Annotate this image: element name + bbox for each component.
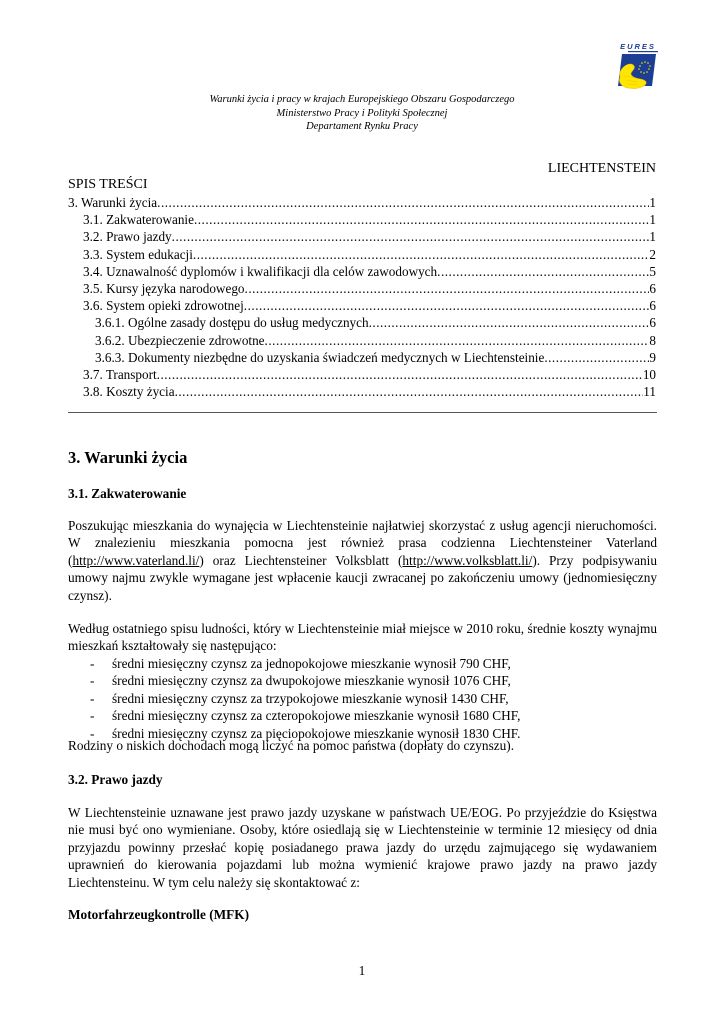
toc-entry[interactable] [68, 194, 656, 211]
toc-entry-page: 9 [649, 349, 656, 365]
paragraph-housing-aid: Rodziny o niskich dochodach mogą liczyć na pomoc państwa (dopłaty do czynszu). [68, 738, 515, 753]
toc-entry-page: 11 [643, 384, 656, 400]
toc-entry[interactable] [68, 263, 656, 280]
toc-leader [369, 314, 650, 331]
toc-entry-page: 8 [649, 332, 656, 348]
subsection-heading-prawo-jazdy: 3.2. Prawo jazdy [68, 772, 163, 787]
page-number: 1 [358, 963, 366, 978]
header-line-2: Ministerstwo Pracy i Polityki Społecznej [276, 107, 448, 119]
list-item-text: średni miesięczny czynsz za dwupokojowe mieszkanie wynosił 1076 CHF, [112, 673, 511, 689]
toc-entry-label: 3.2. Prawo jazdy [83, 229, 172, 245]
section-heading: 3. Warunki życia [68, 448, 188, 467]
header-line-1: Warunki życia i pracy w krajach Europejskiego Obszaru Gospodarczego [209, 94, 515, 105]
toc-leader [193, 246, 650, 263]
header-line-3: Departament Rynku Pracy [306, 121, 418, 133]
list-bullet: - [90, 673, 95, 689]
rent-list [68, 655, 657, 742]
list-item-text: średni miesięczny czynsz za jednopokojowe mieszkanie wynosił 790 CHF, [112, 656, 511, 671]
list-item-text: średni miesięczny czynsz za czteropokojowe mieszkanie wynosił 1680 CHF, [112, 708, 521, 724]
list-item [68, 690, 657, 707]
contact-heading-mfk: Motorfahrzeugkontrolle (MFK) [68, 907, 250, 922]
toc-entry[interactable] [68, 349, 656, 366]
toc-entry-page: 2 [649, 246, 656, 262]
toc-leader [175, 383, 644, 400]
subsection-heading-zakwaterowanie: 3.1. Zakwaterowanie [68, 486, 187, 501]
list-bullet: - [90, 690, 95, 706]
toc-entry-label: 3. Warunki życia [68, 195, 158, 210]
toc-entry-label: 3.1. Zakwaterowanie [83, 212, 194, 228]
toc-entry[interactable] [68, 314, 656, 331]
toc-entry[interactable] [68, 366, 656, 383]
text-run: ) oraz Liechtensteiner Volksblatt ( [199, 552, 403, 568]
eures-logo [614, 42, 662, 94]
toc-entry-label: 3.6.3. Dokumenty niezbędne do uzyskania świadczeń medycznych w Liechtensteinie [95, 349, 545, 365]
paragraph-driving-license: W Liechtensteinie uznawane jest prawo jazdy uzyskane w państwach UE/EOG. Po przyjeździe do Księstwa nie musi być ono wymieniane. Osoby, które osiedlają się w Liechtensteinie w terminie 12 miesięcy od dnia przyjazdu powinny przesłać kopię posiadanego prawa jazdy do urzędu zajmującego się wydawaniem uprawnień do kierowania pojazdami lub można wymienić krajowe prawo jazdy na prawo jazdy Liechtensteinu. W tym celu należy się skontaktować z: [68, 805, 657, 890]
toc-entry[interactable] [68, 280, 656, 297]
toc-entry-page: 1 [649, 212, 656, 228]
list-item [68, 707, 657, 724]
list-item [68, 672, 657, 689]
toc-leader [437, 263, 649, 280]
link-volksblatt[interactable]: http://www.volksblatt.li/ [402, 552, 533, 568]
eures-logo-icon [614, 42, 662, 94]
list-item-text: średni miesięczny czynsz za trzypokojowe mieszkanie wynosił 1430 CHF, [112, 690, 509, 706]
toc-entry-label: 3.7. Transport [83, 367, 157, 383]
toc-leader [245, 280, 650, 297]
list-bullet: - [90, 725, 95, 741]
toc-entry-page: 6 [649, 315, 656, 331]
text-run: ). Przy podpisywaniu umowy najmu zwykle wymagane jest wpłacenie kaucji zwracanej po zakończeniu umowy (jednomiesięczny czynsz). [68, 552, 657, 603]
toc-entry-label: 3.4. Uznawalność dyplomów i kwalifikacji dla celów zawodowych [83, 263, 438, 279]
toc-leader [265, 332, 650, 349]
document-header [0, 93, 724, 134]
toc-entry-page: 6 [649, 298, 656, 314]
toc-leader [244, 297, 650, 314]
toc-entry-page: 6 [649, 281, 656, 297]
country-name: LIECHTENSTEIN [547, 161, 656, 176]
paragraph-census: Według ostatniego spisu ludności, który w Liechtensteinie miał miejsce w 2010 roku, średnie koszty wynajmu mieszkań kształtowały się następująco: [68, 621, 657, 654]
link-vaterland[interactable]: http://www.vaterland.li/ [72, 552, 200, 568]
svg-text:EURES: EURES [620, 42, 656, 51]
text-run: Poszukując mieszkania do wynajęcia w Liechtensteinie najłatwiej skorzystać z usług agencji nieruchomości. W znalezieniu mieszkania pomocna jest również prasa codzienna Liechtensteiner Vaterland ( [68, 518, 657, 568]
toc-leader [194, 211, 649, 228]
toc-entry[interactable] [68, 228, 656, 245]
toc-leader [157, 366, 643, 383]
toc-leader [544, 349, 649, 366]
list-bullet: - [90, 708, 95, 724]
list-item-text: średni miesięczny czynsz za pięciopokojowe mieszkanie wynosił 1830 CHF. [112, 725, 521, 741]
toc-entry-page: 1 [649, 229, 656, 245]
list-item [68, 655, 657, 672]
toc-entry-label: 3.5. Kursy języka narodowego [83, 281, 245, 297]
toc-entry[interactable] [68, 332, 656, 349]
toc-entry[interactable] [68, 211, 656, 228]
paragraph-housing-intro [68, 517, 657, 604]
toc-leader [157, 194, 649, 211]
list-bullet: - [90, 656, 95, 671]
toc-entry-label: 3.6.2. Ubezpieczenie zdrowotne [95, 332, 265, 348]
table-of-contents [68, 194, 656, 400]
toc-divider [68, 412, 657, 413]
toc-entry-label: 3.6. System opieki zdrowotnej [83, 298, 244, 314]
toc-leader [172, 228, 650, 245]
toc-entry-label: 3.8. Koszty życia [83, 384, 175, 400]
toc-entry-label: 3.3. System edukacji [83, 246, 193, 262]
toc-entry-page: 1 [649, 195, 656, 210]
toc-title: SPIS TREŚCI [68, 177, 148, 192]
toc-entry-page: 10 [642, 367, 656, 383]
toc-entry-page: 5 [649, 263, 656, 279]
toc-entry[interactable] [68, 246, 656, 263]
toc-entry-label: 3.6.1. Ogólne zasady dostępu do usług medycznych [95, 315, 369, 331]
toc-entry[interactable] [68, 297, 656, 314]
toc-entry[interactable] [68, 383, 656, 400]
